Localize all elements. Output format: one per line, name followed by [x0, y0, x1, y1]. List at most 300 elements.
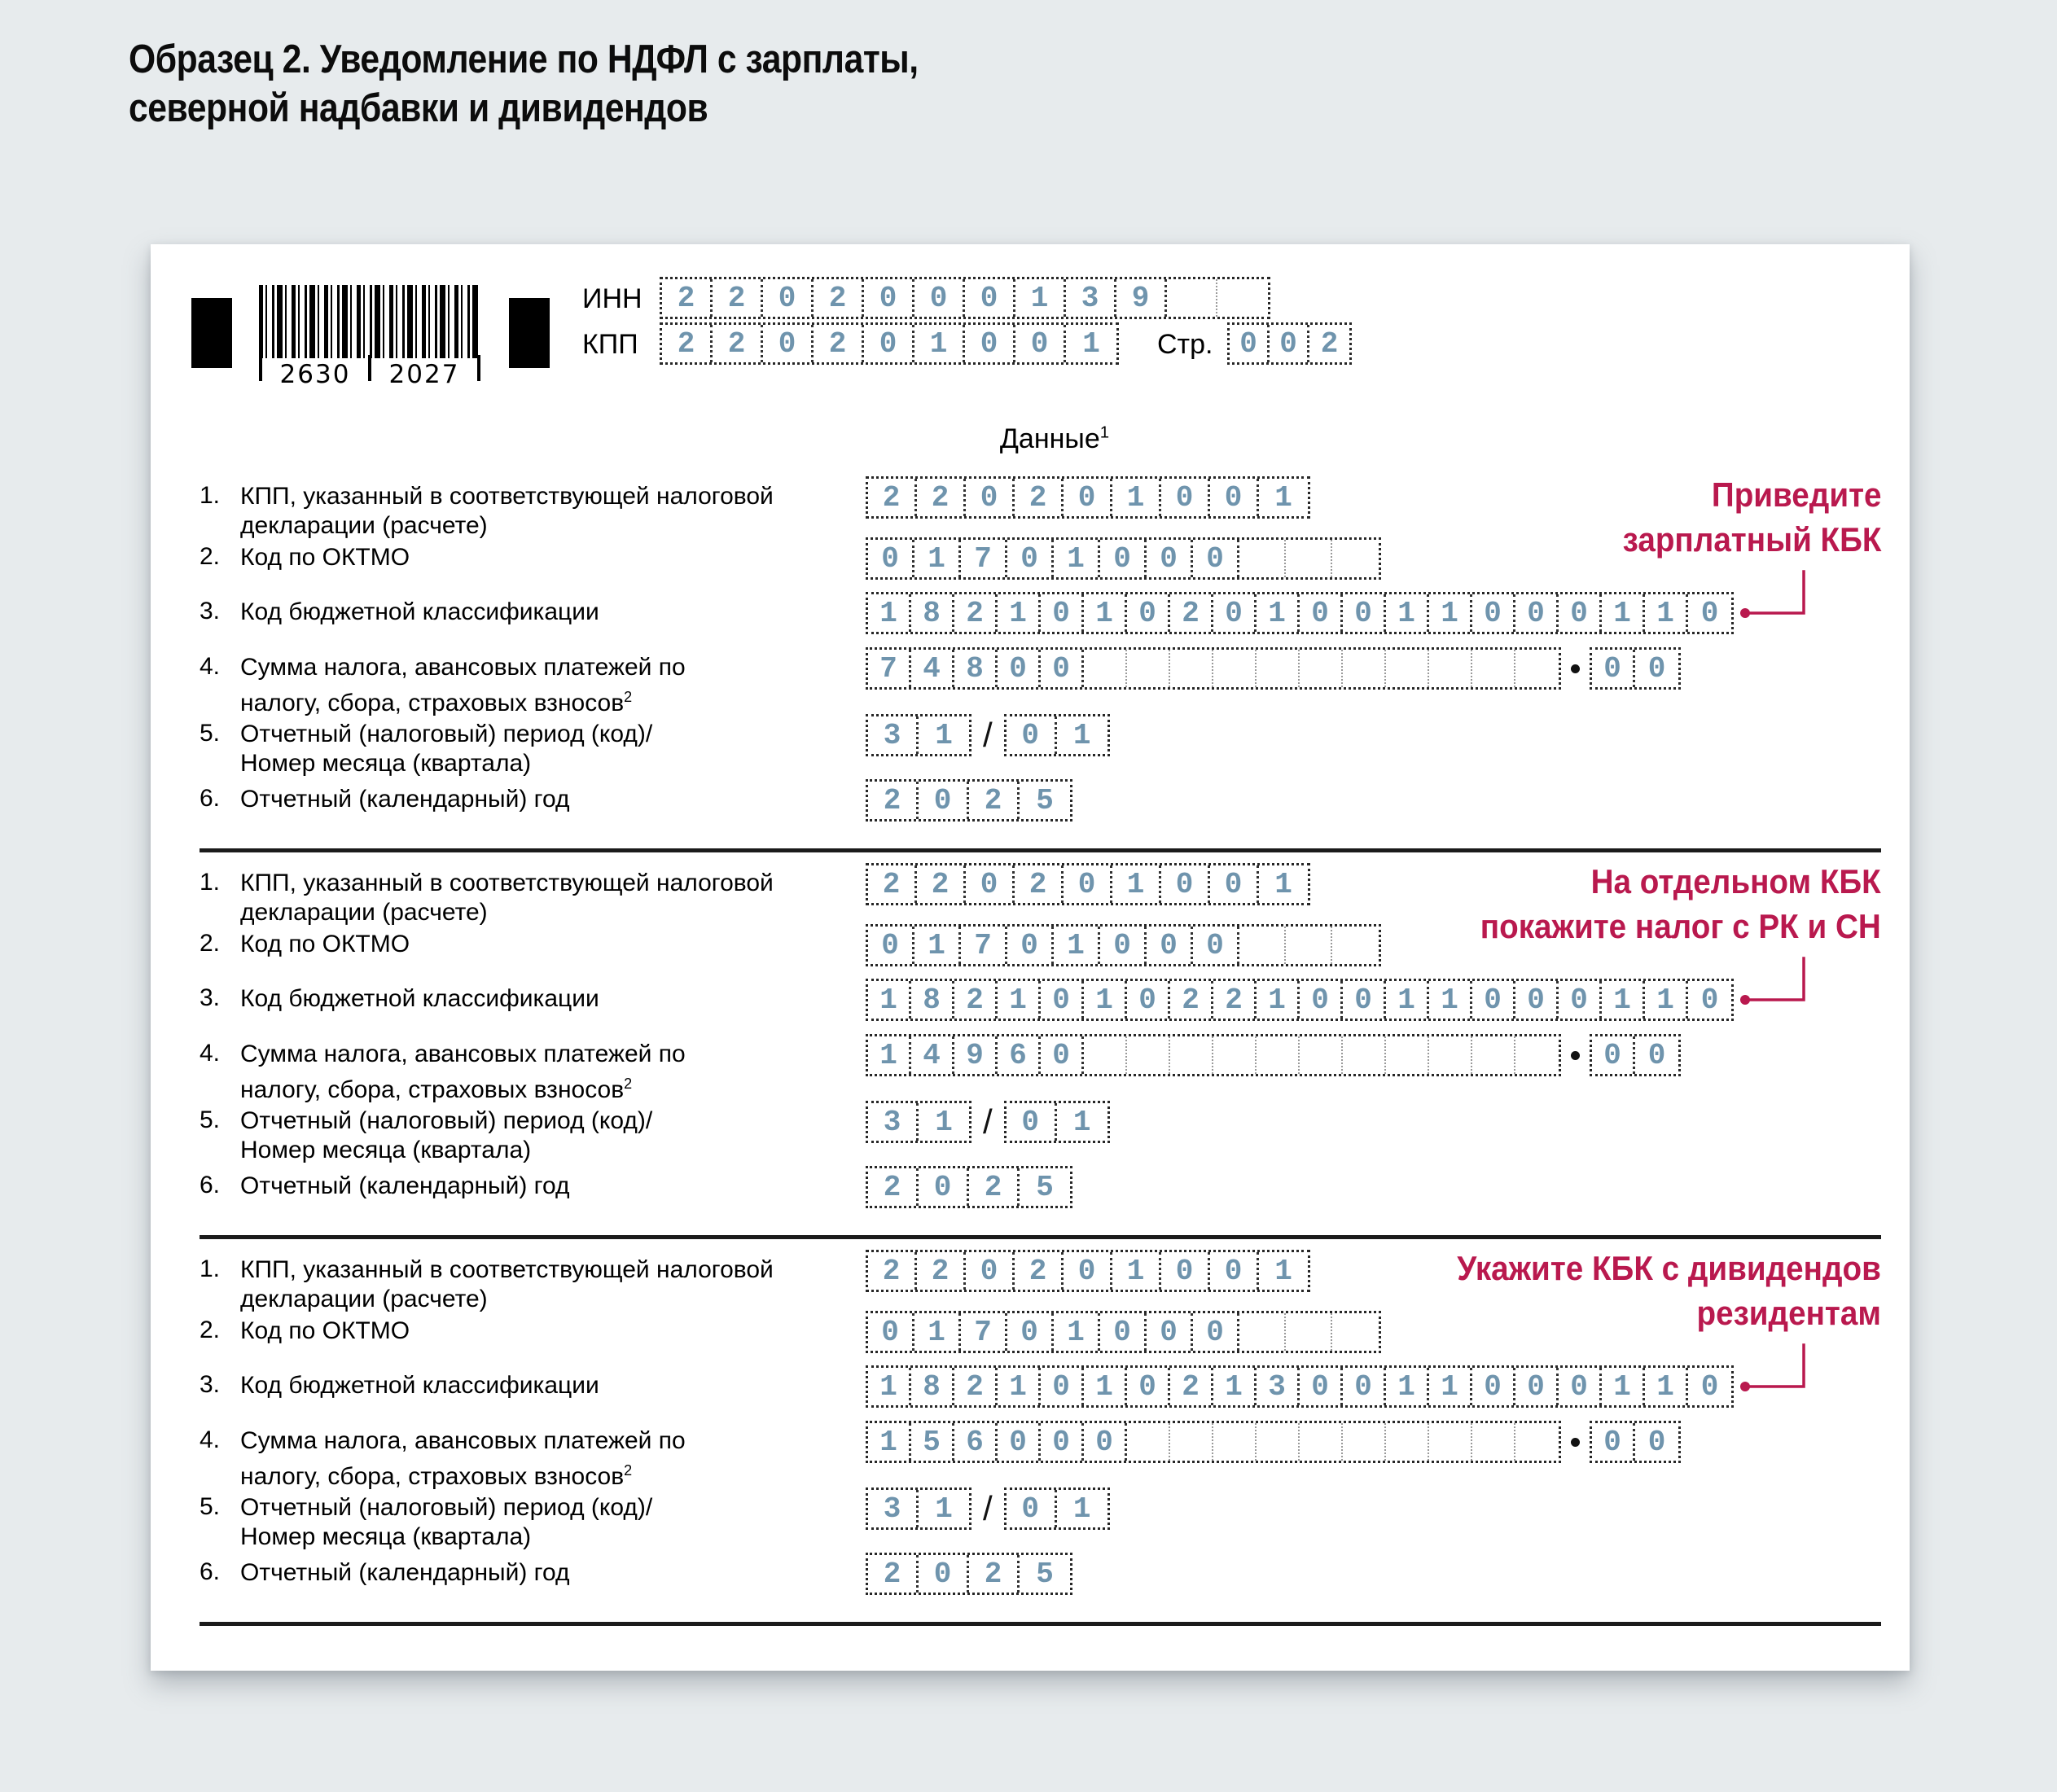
digit-cell — [1429, 1423, 1472, 1461]
digit-cell: 2 — [954, 594, 998, 632]
field-label — [240, 476, 866, 541]
digit-cell — [1300, 1036, 1343, 1074]
digit-cell: 1 — [1429, 981, 1472, 1019]
digit-cell: 1 — [1257, 981, 1300, 1019]
field-value — [866, 537, 1381, 580]
kpp-value — [866, 476, 1310, 519]
digit-cell: 1 — [1645, 594, 1688, 632]
digit-cell — [1300, 1423, 1343, 1461]
digit-cell: 0 — [1007, 716, 1057, 754]
digit-cell: 0 — [1041, 594, 1084, 632]
kpp-header-cells — [660, 322, 1119, 365]
field-label — [240, 714, 866, 778]
footnote-marker: 2 — [624, 689, 633, 705]
form-sections — [200, 476, 1881, 1636]
digit-cell: 1 — [868, 1368, 911, 1405]
field-label — [240, 1311, 866, 1346]
digit-cell: 0 — [763, 279, 814, 317]
digit-cell: 2 — [868, 1555, 919, 1593]
barcode-guard-bar — [368, 355, 371, 381]
month-number — [1004, 1101, 1110, 1143]
page-title-line2: северной надбавки и дивидендов — [129, 85, 708, 130]
field-label — [240, 1166, 866, 1201]
digit-cell — [1213, 1036, 1257, 1074]
digit-cell: 1 — [1054, 927, 1100, 964]
digit-cell: 1 — [868, 1423, 911, 1461]
digit-cell — [1332, 540, 1379, 577]
year-value — [866, 1166, 1072, 1208]
annotation-1 — [1622, 473, 1881, 562]
field-label — [240, 1421, 866, 1492]
month-number — [1004, 714, 1110, 756]
digit-cell: 0 — [1100, 927, 1147, 964]
digit-cell: 0 — [919, 1555, 969, 1593]
field-number: 5. — [200, 720, 221, 747]
digit-cell: 0 — [1343, 594, 1386, 632]
digit-cell: 9 — [1116, 279, 1167, 317]
digit-cell: 2 — [917, 1252, 966, 1290]
period-separator: / — [983, 716, 993, 754]
digit-cell: 2 — [868, 1252, 917, 1290]
field-value — [866, 592, 1734, 634]
section-divider — [200, 1622, 1881, 1626]
digit-cell — [1343, 650, 1386, 687]
field-row-5 — [200, 1101, 1881, 1163]
digit-cell — [1127, 1036, 1170, 1074]
digit-cell: 2 — [868, 1168, 919, 1206]
digit-cell: 2 — [969, 1555, 1020, 1593]
amount-rubles — [866, 647, 1561, 690]
digit-cell: 0 — [1647, 1425, 1666, 1459]
field-value — [866, 714, 1110, 756]
digit-cell: 1 — [1602, 594, 1645, 632]
page-number-cells — [1227, 322, 1352, 365]
digit-cell: 1 — [1274, 867, 1292, 901]
digit-cell: 6 — [954, 1423, 998, 1461]
digit-cell: 0 — [1041, 981, 1084, 1019]
barcode-bars — [259, 285, 480, 358]
form-corner-marker-right — [509, 298, 550, 368]
digit-cell: 0 — [1007, 1103, 1057, 1141]
oktmo-value — [866, 924, 1381, 966]
digit-cell: 8 — [954, 650, 998, 687]
annotation-2 — [1480, 860, 1881, 949]
digit-cell — [1286, 540, 1332, 577]
digit-cell: 7 — [961, 540, 1007, 577]
digit-cell: 5 — [1036, 783, 1054, 817]
digit-cell: 7 — [961, 1313, 1007, 1351]
field-label-line: Код по ОКТМО — [240, 544, 410, 571]
digit-cell — [1217, 279, 1268, 317]
digit-cell: 2 — [1170, 1368, 1213, 1405]
period-separator: / — [983, 1102, 993, 1141]
digit-cell: 2 — [1170, 981, 1213, 1019]
field-number: 6. — [200, 1558, 221, 1585]
field-label-line: Отчетный (налоговый) период (код)/ — [240, 721, 653, 747]
decimal-point — [1571, 1051, 1580, 1060]
digit-cell: 1 — [1645, 981, 1688, 1019]
digit-cell — [1127, 650, 1170, 687]
digit-cell: 1 — [1429, 594, 1472, 632]
kpp-label: КПП — [582, 329, 638, 360]
digit-cell: 1 — [1429, 1368, 1472, 1405]
field-value — [866, 979, 1734, 1021]
digit-cell: 0 — [1210, 865, 1259, 903]
digit-cell: 1 — [1645, 1368, 1688, 1405]
digit-cell: 8 — [911, 981, 954, 1019]
digit-cell: 2 — [1015, 865, 1064, 903]
digit-cell: 2 — [868, 479, 917, 516]
digit-cell: 0 — [1210, 479, 1259, 516]
field-row-6 — [200, 779, 1881, 822]
field-row-3 — [200, 979, 1881, 1021]
digit-cell: 7 — [868, 650, 911, 687]
digit-cell: 0 — [1592, 1036, 1635, 1074]
barcode-guard-bar — [259, 355, 262, 381]
field-label — [240, 863, 866, 927]
field-value — [866, 1166, 1072, 1208]
digit-cell: 1 — [1274, 1254, 1292, 1288]
field-row-4 — [200, 647, 1881, 716]
digit-cell: 1 — [868, 981, 911, 1019]
period-code — [866, 1101, 971, 1143]
field-number: 3. — [200, 1371, 221, 1398]
field-label-line: КПП, указанный в соответствующей налоговой — [240, 1256, 774, 1283]
digit-cell: 2 — [917, 479, 966, 516]
digit-cell: 3 — [868, 1490, 919, 1527]
digit-cell: 8 — [911, 1368, 954, 1405]
period-code — [866, 1487, 971, 1530]
oktmo-value — [866, 1311, 1381, 1353]
digit-cell — [1170, 1423, 1213, 1461]
digit-cell: 5 — [1036, 1557, 1054, 1591]
field-row-4 — [200, 1421, 1881, 1490]
oktmo-value — [866, 537, 1381, 580]
data-column-header-footnote: 1 — [1099, 423, 1110, 442]
digit-cell: 0 — [1472, 594, 1515, 632]
digit-cell — [1472, 650, 1515, 687]
digit-cell — [1386, 650, 1429, 687]
barcode-number-left: 2630 — [279, 360, 351, 389]
field-number: 3. — [200, 598, 221, 624]
kpp-header-value — [660, 322, 1119, 365]
field-label-line: Код по ОКТМО — [240, 931, 410, 957]
field-label-line: Код бюджетной классификации — [240, 598, 599, 625]
field-row-6 — [200, 1553, 1881, 1595]
field-number: 1. — [200, 1255, 221, 1282]
digit-cell: 0 — [965, 279, 1015, 317]
digit-cell: 0 — [1472, 1368, 1515, 1405]
digit-cell: 0 — [1100, 540, 1147, 577]
field-label-line: Сумма налога, авансовых платежей по — [240, 1041, 686, 1067]
field-label-line: декларации (расчете) — [240, 1286, 488, 1312]
digit-cell: 1 — [1084, 981, 1127, 1019]
field-label-line: Отчетный (календарный) год — [240, 786, 570, 813]
digit-cell: 2 — [1015, 1252, 1064, 1290]
digit-cell: 0 — [1515, 594, 1559, 632]
digit-cell: 0 — [1007, 1313, 1054, 1351]
digit-cell: 5 — [911, 1423, 954, 1461]
field-value — [866, 1365, 1734, 1408]
field-label-line: Код по ОКТМО — [240, 1317, 410, 1344]
annotation-3 — [1457, 1247, 1881, 1335]
digit-cell — [1515, 1423, 1559, 1461]
field-number: 5. — [200, 1106, 221, 1133]
inn-cells — [660, 277, 1270, 319]
field-label — [240, 592, 866, 627]
digit-cell: 0 — [864, 279, 914, 317]
digit-cell: 0 — [868, 927, 914, 964]
digit-cell: 0 — [1193, 540, 1239, 577]
field-label — [240, 647, 866, 718]
field-label-line: Сумма налога, авансовых платежей по — [240, 654, 686, 681]
digit-cell — [1300, 650, 1343, 687]
field-label-line: налогу, сбора, страховых взносов — [240, 1076, 625, 1103]
field-label — [240, 1365, 866, 1400]
digit-cell — [1472, 1036, 1515, 1074]
barcode-numbers — [259, 358, 480, 389]
digit-cell: 0 — [1127, 594, 1170, 632]
field-label-line: декларации (расчете) — [240, 899, 488, 926]
digit-cell: 0 — [1015, 325, 1066, 362]
kpp-value — [866, 863, 1310, 905]
digit-cell: 1 — [1112, 865, 1161, 903]
field-label-line: Код бюджетной классификации — [240, 1372, 599, 1399]
digit-cell — [1257, 1423, 1300, 1461]
digit-cell: 7 — [961, 927, 1007, 964]
digit-cell: 1 — [1072, 1105, 1091, 1139]
field-value — [866, 1250, 1310, 1292]
digit-cell: 0 — [965, 325, 1015, 362]
digit-cell: 0 — [1559, 981, 1602, 1019]
digit-cell: 1 — [1112, 479, 1161, 516]
digit-cell — [1257, 650, 1300, 687]
digit-cell: 2 — [954, 1368, 998, 1405]
field-number: 1. — [200, 482, 221, 509]
field-value — [866, 924, 1381, 966]
digit-cell: 6 — [998, 1036, 1041, 1074]
field-value — [866, 647, 1681, 690]
kpp-value — [866, 1250, 1310, 1292]
amount-rubles — [866, 1034, 1561, 1076]
field-row-3 — [200, 592, 1881, 634]
digit-cell: 0 — [966, 865, 1015, 903]
digit-cell: 0 — [1592, 1423, 1635, 1461]
field-label-line: КПП, указанный в соответствующей налоговой — [240, 870, 774, 896]
year-value — [866, 1553, 1072, 1595]
field-label-line: КПП, указанный в соответствующей налоговой — [240, 483, 774, 510]
digit-cell: 0 — [1041, 1368, 1084, 1405]
digit-cell: 2 — [1015, 479, 1064, 516]
section-divider — [200, 1235, 1881, 1239]
digit-cell — [1257, 1036, 1300, 1074]
field-value — [866, 1101, 1110, 1143]
digit-cell: 0 — [998, 1423, 1041, 1461]
field-label — [240, 1101, 866, 1165]
digit-cell — [1239, 927, 1286, 964]
digit-cell: 0 — [1161, 1252, 1210, 1290]
digit-cell: 0 — [1515, 981, 1559, 1019]
digit-cell: 1 — [914, 325, 965, 362]
digit-cell: 1 — [1257, 594, 1300, 632]
digit-cell — [1386, 1423, 1429, 1461]
field-number: 4. — [200, 653, 221, 680]
digit-cell: 0 — [1647, 651, 1666, 686]
digit-cell — [1084, 1036, 1127, 1074]
inn-label: ИНН — [582, 283, 643, 314]
annotation-line: Укажите КБК с дивидендов — [1457, 1249, 1881, 1287]
field-row-5 — [200, 714, 1881, 777]
digit-cell: 0 — [1161, 865, 1210, 903]
digit-cell — [1127, 1423, 1170, 1461]
digit-cell: 1 — [935, 1105, 953, 1139]
year-value — [866, 779, 1072, 822]
digit-cell — [1239, 1313, 1286, 1351]
digit-cell: 0 — [1647, 1038, 1666, 1072]
digit-cell: 5 — [1036, 1170, 1054, 1204]
digit-cell: 2 — [814, 325, 864, 362]
digit-cell — [1239, 540, 1286, 577]
digit-cell — [1343, 1423, 1386, 1461]
digit-cell: 2 — [713, 325, 763, 362]
field-label — [240, 1553, 866, 1588]
digit-cell — [1343, 1036, 1386, 1074]
amount-kopecks — [1590, 647, 1681, 690]
digit-cell: 0 — [763, 325, 814, 362]
field-label-line: Отчетный (налоговый) период (код)/ — [240, 1494, 653, 1521]
digit-cell: 0 — [1127, 1368, 1170, 1405]
digit-cell — [1170, 650, 1213, 687]
digit-cell: 0 — [1300, 1368, 1343, 1405]
field-value — [866, 779, 1072, 822]
page-title-line1: Образец 2. Уведомление по НДФЛ с зарплаты, — [129, 37, 919, 81]
month-number — [1004, 1487, 1110, 1530]
barcode-guard-bar — [477, 355, 480, 381]
inn-value — [660, 277, 1270, 319]
digit-cell: 1 — [1112, 1252, 1161, 1290]
digit-cell — [1084, 650, 1127, 687]
digit-cell: 1 — [1084, 1368, 1127, 1405]
digit-cell: 0 — [864, 325, 914, 362]
digit-cell: 0 — [1007, 1490, 1057, 1527]
digit-cell — [1286, 1313, 1332, 1351]
digit-cell — [1286, 927, 1332, 964]
digit-cell: 0 — [1343, 981, 1386, 1019]
digit-cell: 1 — [935, 718, 953, 752]
digit-cell: 1 — [935, 1492, 953, 1526]
field-number: 6. — [200, 785, 221, 812]
digit-cell: 2 — [1320, 326, 1339, 361]
field-row-4 — [200, 1034, 1881, 1103]
digit-cell: 1 — [1072, 1492, 1091, 1526]
field-value — [866, 476, 1310, 519]
digit-cell: 0 — [1592, 650, 1635, 687]
field-label-line: налогу, сбора, страховых взносов — [240, 1463, 625, 1490]
digit-cell: 1 — [1015, 279, 1066, 317]
field-row-5 — [200, 1487, 1881, 1550]
field-value — [866, 1553, 1072, 1595]
digit-cell: 2 — [662, 279, 713, 317]
digit-cell: 0 — [1700, 1369, 1719, 1404]
field-label — [240, 537, 866, 572]
field-number: 6. — [200, 1172, 221, 1198]
digit-cell: 2 — [954, 981, 998, 1019]
digit-cell: 1 — [998, 1368, 1041, 1405]
digit-cell: 1 — [1054, 1313, 1100, 1351]
digit-cell: 1 — [1602, 1368, 1645, 1405]
digit-cell: 0 — [1515, 1368, 1559, 1405]
annotation-line: зарплатный КБК — [1622, 519, 1881, 559]
field-label — [240, 1034, 866, 1105]
digit-cell: 1 — [998, 594, 1041, 632]
form-corner-marker-left — [191, 298, 232, 368]
digit-cell: 1 — [1084, 594, 1127, 632]
digit-cell: 0 — [1161, 479, 1210, 516]
digit-cell: 2 — [662, 325, 713, 362]
digit-cell: 1 — [1386, 594, 1429, 632]
digit-cell: 2 — [969, 782, 1020, 819]
digit-cell: 1 — [1072, 718, 1091, 752]
period-code — [866, 714, 971, 756]
field-label-line: Номер месяца (квартала) — [240, 1137, 532, 1163]
field-number: 2. — [200, 543, 221, 570]
digit-cell: 2 — [713, 279, 763, 317]
digit-cell: 9 — [954, 1036, 998, 1074]
field-value — [866, 1421, 1681, 1463]
digit-cell: 0 — [966, 1252, 1015, 1290]
digit-cell: 1 — [1386, 1368, 1429, 1405]
digit-cell: 0 — [1064, 1252, 1112, 1290]
digit-cell: 2 — [868, 865, 917, 903]
digit-cell: 0 — [1041, 1423, 1084, 1461]
digit-cell: 0 — [1100, 1313, 1147, 1351]
decimal-point — [1571, 1438, 1580, 1447]
field-label-line: Сумма налога, авансовых платежей по — [240, 1427, 686, 1454]
field-label-line: Код бюджетной классификации — [240, 985, 599, 1012]
digit-cell: 1 — [868, 594, 911, 632]
page-title — [129, 36, 919, 134]
field-label-line: Отчетный (налоговый) период (код)/ — [240, 1107, 653, 1134]
tax-form-card — [151, 244, 1910, 1671]
section-divider — [200, 848, 1881, 852]
kbk-value — [866, 1365, 1734, 1408]
digit-cell: 0 — [919, 1168, 969, 1206]
field-value — [866, 863, 1310, 905]
digit-cell: 0 — [1147, 540, 1193, 577]
digit-cell: 0 — [1084, 1423, 1127, 1461]
annotation-line: резидентам — [1696, 1293, 1881, 1332]
annotation-line: На отдельном КБК — [1590, 862, 1881, 900]
page-number-value — [1227, 322, 1352, 365]
digit-cell: 0 — [1147, 927, 1193, 964]
kbk-value — [866, 592, 1734, 634]
digit-cell — [1213, 1423, 1257, 1461]
footnote-marker: 2 — [624, 1076, 633, 1092]
amount-rubles — [866, 1421, 1561, 1463]
digit-cell: 4 — [911, 650, 954, 687]
field-label — [240, 979, 866, 1014]
annotation-line: покажите налог с РК и СН — [1480, 906, 1881, 945]
field-number: 3. — [200, 984, 221, 1011]
digit-cell: 3 — [868, 716, 919, 754]
digit-cell: 2 — [969, 1168, 1020, 1206]
digit-cell: 0 — [914, 279, 965, 317]
digit-cell: 0 — [966, 479, 1015, 516]
digit-cell: 1 — [998, 981, 1041, 1019]
digit-cell: 0 — [1210, 1252, 1259, 1290]
digit-cell: 0 — [1127, 981, 1170, 1019]
digit-cell — [1515, 650, 1559, 687]
